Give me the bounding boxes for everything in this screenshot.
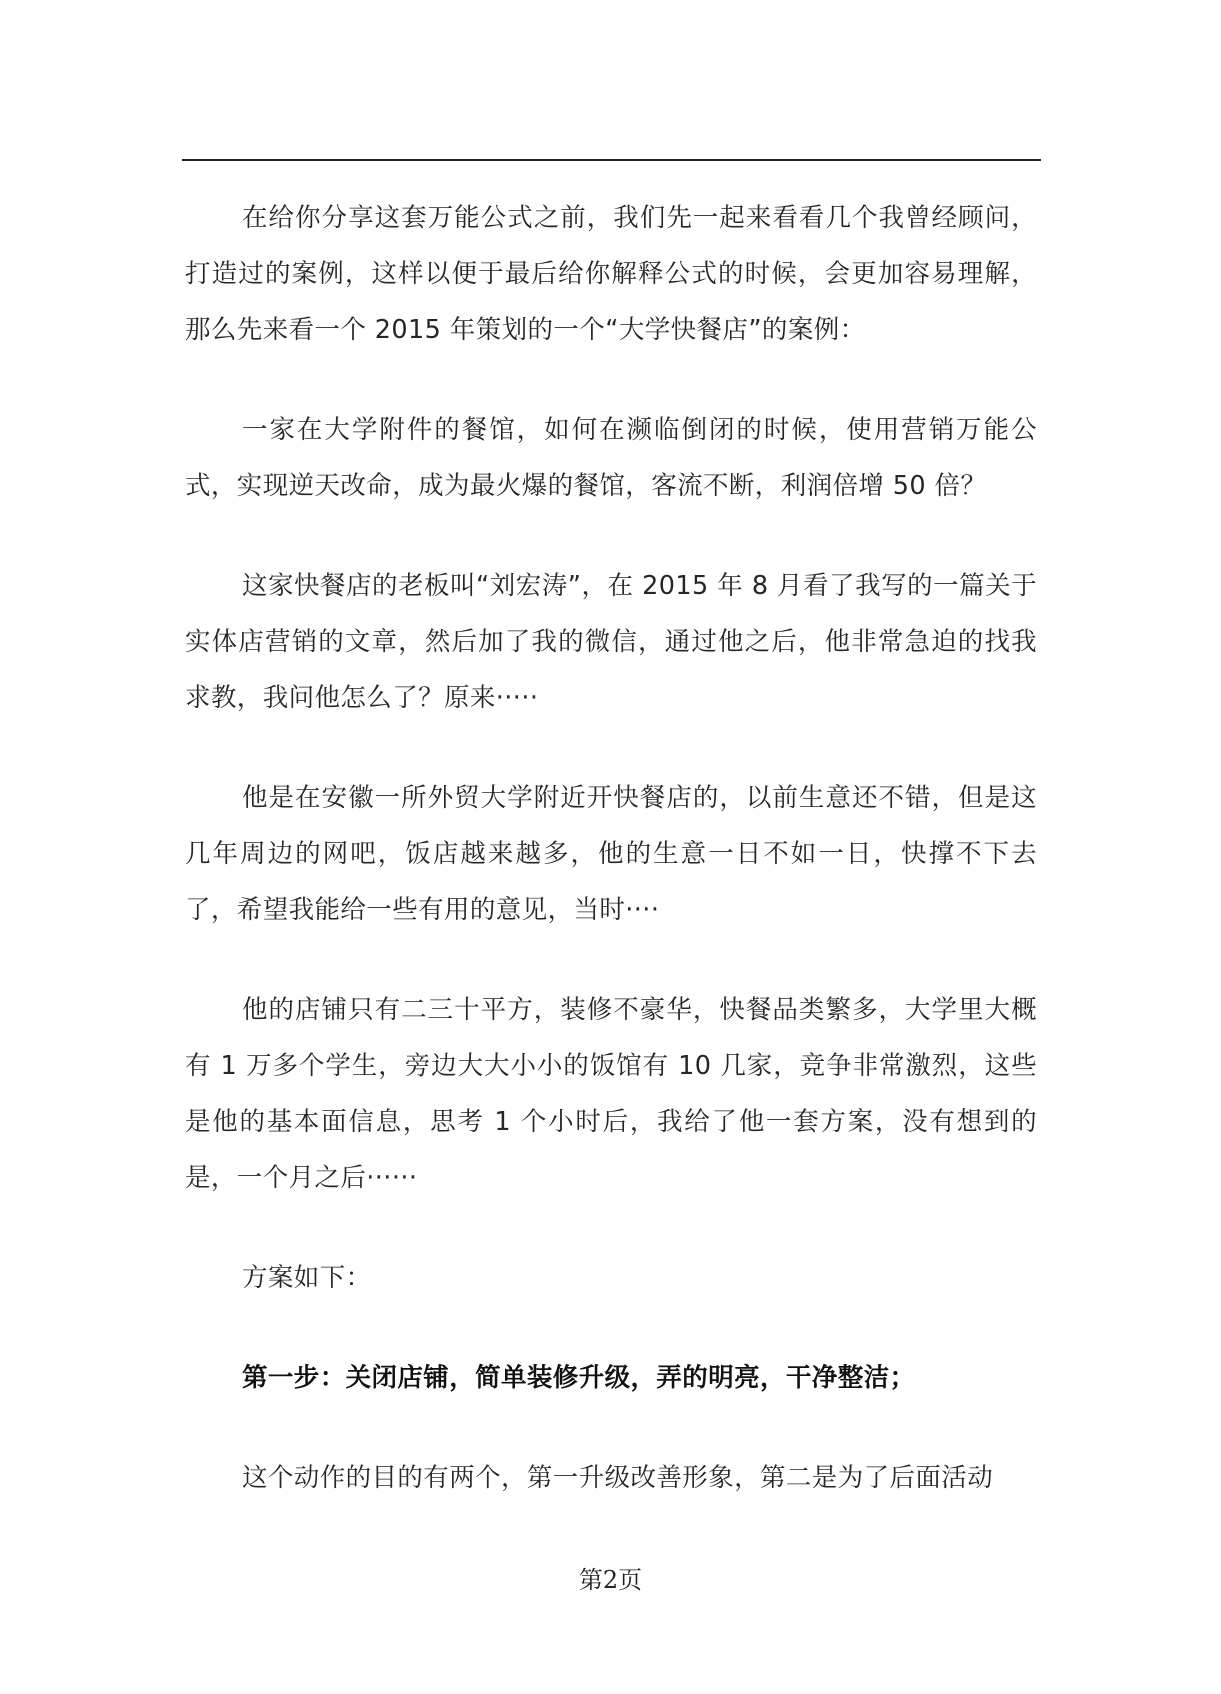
page-number: 第2页 — [578, 1566, 643, 1594]
document-body — [185, 190, 1037, 1550]
step-heading: 第一步：关闭店铺，简单装修升级，弄的明亮，干净整洁； — [242, 1363, 916, 1393]
paragraph: 一家在大学附件的餐馆，如何在濒临倒闭的时候，使用营销万能公式，实现逆天改命，成为最火爆的餐馆，客流不断，利润倍增 50 倍？ — [185, 415, 1037, 501]
header-rule — [182, 159, 1041, 161]
paragraph: 这家快餐店的老板叫“刘宏涛”，在 2015 年 8 月看了我写的一篇关于实体店营销的文章，然后加了我的微信，通过他之后，他非常急迫的找我求教，我问他怎么了？原来····· — [185, 571, 1037, 713]
paragraph: 他是在安徽一所外贸大学附近开快餐店的，以前生意还不错，但是这几年周边的网吧，饭店越来越多，他的生意一日不如一日，快撑不下去了，希望我能给一些有用的意见，当时···· — [185, 783, 1037, 925]
paragraph: 方案如下： — [242, 1263, 372, 1293]
paragraph: 他的店铺只有二三十平方，装修不豪华，快餐品类繁多，大学里大概有 1 万多个学生，旁边大大小小的饭馆有 10 几家，竞争非常激烈，这些是他的基本面信息，思考 1 个小时后，我给了他一套方案，没有想到的是，一个月之后······ — [185, 995, 1037, 1193]
paragraph: 这个动作的目的有两个，第一升级改善形象，第二是为了后面活动 — [242, 1463, 994, 1493]
paragraph: 在给你分享这套万能公式之前，我们先一起来看看几个我曾经顾问，打造过的案例，这样以便于最后给你解释公式的时候，会更加容易理解，那么先来看一个 2015 年策划的一个“大学快餐店”的案例： — [185, 203, 1037, 345]
